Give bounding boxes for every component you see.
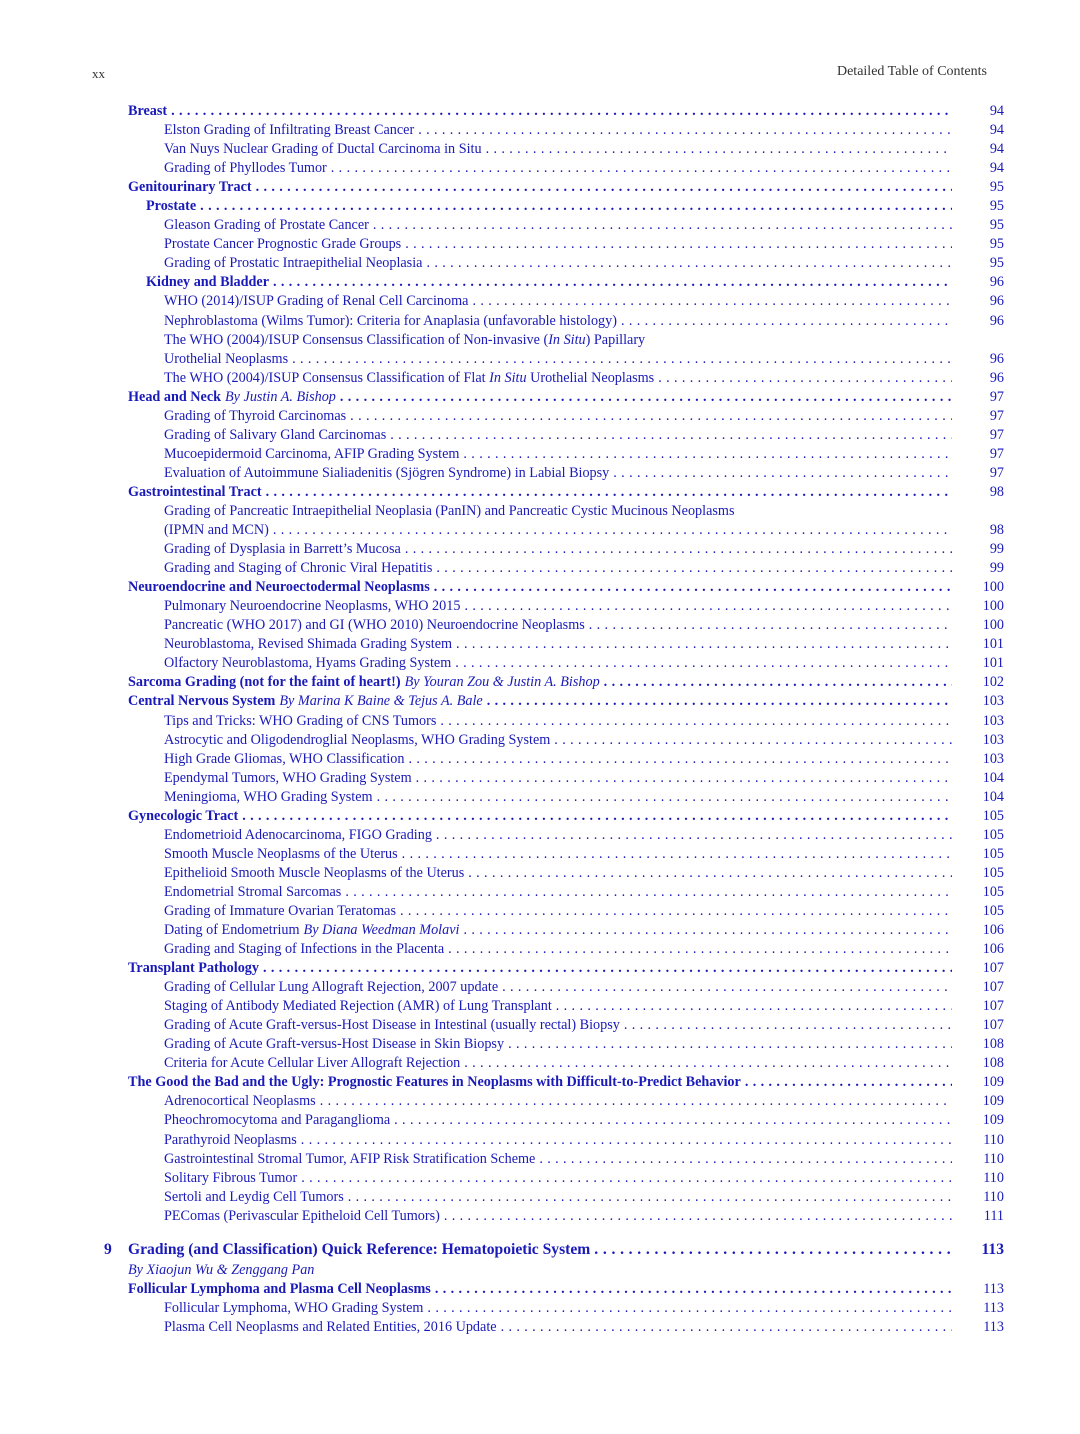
toc-page: 94 <box>989 160 1004 177</box>
toc-title: Grading of Cellular Lung Allograft Rejection, 2007 update <box>164 979 499 996</box>
toc-item[interactable] <box>92 1131 1004 1150</box>
toc-title: Grading and Staging of Infections in the Placenta <box>164 941 445 958</box>
toc-title: Astrocytic and Oligodendroglial Neoplasms, WHO Grading System <box>164 731 551 748</box>
toc-section[interactable] <box>92 178 1004 197</box>
toc-title: Grading of Thyroid Carcinomas <box>164 407 347 424</box>
toc-page: 95 <box>989 179 1004 196</box>
toc-item[interactable] <box>92 1092 1004 1111</box>
toc-page: 94 <box>989 103 1004 119</box>
toc-item[interactable] <box>92 731 1004 750</box>
toc-item[interactable] <box>92 540 1004 559</box>
toc-title: Follicular Lymphoma, WHO Grading System <box>164 1299 424 1316</box>
toc-title: Grading of Acute Graft-versus-Host Disease in Intestinal (usually rectal) Biopsy <box>164 1017 620 1034</box>
toc-title: Central Nervous System <box>128 693 276 710</box>
toc-section[interactable] <box>92 102 1004 121</box>
chapter-page: 113 <box>981 1240 1004 1258</box>
toc-page: 95 <box>989 236 1004 253</box>
toc-page: 100 <box>982 617 1004 634</box>
toc-page: 105 <box>982 902 1004 919</box>
toc-item[interactable] <box>92 407 1004 426</box>
toc-title: Sarcoma Grading (not for the faint of heart!) <box>128 674 401 691</box>
toc-item[interactable] <box>92 159 1004 178</box>
toc-item[interactable] <box>92 921 1004 940</box>
toc-page: 96 <box>989 312 1004 329</box>
toc-item[interactable] <box>92 140 1004 159</box>
toc-title: Endometrial Stromal Sarcomas <box>164 883 342 900</box>
toc-title: Grading of Pancreatic Intraepithelial Neoplasia (PanIN) and Pancreatic Cystic Mucinous Neoplasms <box>164 502 735 519</box>
toc-page: 106 <box>982 922 1004 939</box>
toc-title: Neuroendocrine and Neuroectodermal Neoplasms <box>128 579 430 596</box>
toc-title: Pulmonary Neuroendocrine Neoplasms, WHO 2015 <box>164 598 461 615</box>
toc-title: Criteria for Acute Cellular Liver Allograft Rejection <box>164 1055 461 1072</box>
toc-title: Dating of Endometrium <box>164 922 300 939</box>
toc-page: 109 <box>982 1093 1004 1110</box>
toc-section[interactable] <box>92 483 1004 502</box>
toc-title: Plasma Cell Neoplasms and Related Entities, 2016 Update <box>164 1318 497 1335</box>
toc-title: (IPMN and MCN) <box>164 522 269 539</box>
toc-page: 108 <box>982 1055 1004 1072</box>
toc-title: Evaluation of Autoimmune Sialiadenitis (Sjögren Syndrome) in Labial Biopsy <box>164 464 610 481</box>
toc-page: 108 <box>982 1036 1004 1053</box>
toc-item[interactable] <box>92 616 1004 635</box>
toc-title: Grading and Staging of Chronic Viral Hepatitis <box>164 560 433 577</box>
toc-item[interactable] <box>92 445 1004 464</box>
toc-title: Mucoepidermoid Carcinoma, AFIP Grading System <box>164 445 460 462</box>
toc-title: Grading of Dysplasia in Barrett’s Mucosa <box>164 541 401 558</box>
toc-section[interactable] <box>92 1073 1004 1092</box>
toc-page: 107 <box>982 998 1004 1015</box>
toc-title: Grading of Salivary Gland Carcinomas <box>164 426 387 443</box>
toc-title-part: The WHO (2004)/ISUP Consensus Classification of Non-invasive ( <box>164 331 549 348</box>
toc-item[interactable] <box>92 292 1004 311</box>
toc-item[interactable] <box>92 331 1004 350</box>
toc-item[interactable] <box>92 788 1004 807</box>
toc-title: Follicular Lymphoma and Plasma Cell Neoplasms <box>128 1280 431 1297</box>
toc-item[interactable] <box>92 1318 1004 1337</box>
toc-title: Kidney and Bladder <box>146 274 269 291</box>
toc-page: 110 <box>983 1150 1004 1167</box>
toc-item[interactable] <box>92 235 1004 254</box>
toc-title: Epithelioid Smooth Muscle Neoplasms of the Uterus <box>164 864 465 881</box>
toc-item[interactable] <box>92 502 1004 521</box>
toc-page: 97 <box>989 464 1004 481</box>
toc-page: 94 <box>989 141 1004 158</box>
toc-title: Genitourinary Tract <box>128 179 252 196</box>
toc-title: Elston Grading of Infiltrating Breast Cancer <box>164 122 415 139</box>
toc-page: 100 <box>982 579 1004 596</box>
toc-item[interactable] <box>92 216 1004 235</box>
toc-item[interactable] <box>92 864 1004 883</box>
toc-page: 105 <box>982 883 1004 900</box>
toc-page: 110 <box>983 1169 1004 1186</box>
toc-item[interactable] <box>92 426 1004 445</box>
toc-title: Breast <box>128 103 168 119</box>
toc-title: Smooth Muscle Neoplasms of the Uterus <box>164 845 398 862</box>
running-title: Detailed Table of Contents <box>836 64 987 79</box>
toc-title: Adrenocortical Neoplasms <box>164 1093 316 1110</box>
toc-title: Endometrioid Adenocarcinoma, FIGO Grading <box>164 826 432 843</box>
toc-item[interactable] <box>92 1169 1004 1188</box>
toc-section[interactable] <box>92 807 1004 826</box>
toc-item[interactable] <box>92 464 1004 483</box>
toc-item[interactable] <box>92 978 1004 997</box>
toc-page: 99 <box>989 560 1004 577</box>
toc-section[interactable] <box>92 692 1004 711</box>
toc-page: 98 <box>989 483 1004 500</box>
toc-title: Sertoli and Leydig Cell Tumors <box>164 1188 344 1205</box>
toc-title: Gleason Grading of Prostate Cancer <box>164 217 369 234</box>
toc-page: 101 <box>982 655 1004 672</box>
toc-page: 107 <box>982 979 1004 996</box>
toc-title: Grading of Prostatic Intraepithelial Neoplasia <box>164 255 423 272</box>
chapter-title: Grading (and Classification) Quick Reference: Hematopoietic System <box>128 1240 591 1258</box>
toc-page: 113 <box>983 1299 1004 1316</box>
toc-item[interactable] <box>92 521 1004 540</box>
toc-page: 96 <box>989 293 1004 310</box>
toc-page: 105 <box>982 807 1004 824</box>
toc-page: 95 <box>989 255 1004 272</box>
page-number: xx <box>92 66 105 81</box>
toc-item[interactable] <box>92 1054 1004 1073</box>
toc-page: 104 <box>982 769 1004 786</box>
toc-author: By Marina K Baine & Tejus A. Bale <box>279 693 483 710</box>
toc-page: 95 <box>989 198 1004 215</box>
toc-item[interactable] <box>92 1150 1004 1169</box>
toc-title: Solitary Fibrous Tumor <box>164 1169 298 1186</box>
toc-title: Meningioma, WHO Grading System <box>164 788 373 805</box>
toc-section[interactable] <box>92 1280 1004 1299</box>
toc-section[interactable] <box>92 959 1004 978</box>
toc-item[interactable] <box>92 769 1004 788</box>
toc-title: Gastrointestinal Tract <box>128 483 262 500</box>
toc-item[interactable] <box>92 1188 1004 1207</box>
toc-item[interactable] <box>92 312 1004 331</box>
toc-title: Prostate Cancer Prognostic Grade Groups <box>164 236 402 253</box>
toc-page: 110 <box>983 1188 1004 1205</box>
toc-item[interactable] <box>92 1299 1004 1318</box>
toc-page: 104 <box>982 788 1004 805</box>
toc-title: Van Nuys Nuclear Grading of Ductal Carcinoma in Situ <box>164 141 482 158</box>
toc-item[interactable] <box>92 902 1004 921</box>
toc-title-part: ) Papillary <box>585 331 646 348</box>
toc-item[interactable] <box>92 254 1004 273</box>
toc-page: 103 <box>982 731 1004 748</box>
toc-title: Staging of Antibody Mediated Rejection (AMR) of Lung Transplant <box>164 998 552 1015</box>
toc-title: Pancreatic (WHO 2017) and GI (WHO 2010) Neuroendocrine Neoplasms <box>164 617 585 634</box>
toc-title: WHO (2014)/ISUP Grading of Renal Cell Carcinoma <box>164 293 469 310</box>
toc-title: Gastrointestinal Stromal Tumor, AFIP Risk Stratification Scheme <box>164 1150 536 1167</box>
toc-page: 106 <box>982 941 1004 958</box>
toc-item[interactable] <box>92 712 1004 731</box>
toc-section[interactable] <box>92 388 1004 407</box>
toc-title: Head and Neck <box>128 388 222 405</box>
toc-page: 110 <box>983 1131 1004 1148</box>
toc-page: 96 <box>989 350 1004 367</box>
toc-item[interactable] <box>92 997 1004 1016</box>
toc-page: 103 <box>982 712 1004 729</box>
toc-subsection[interactable] <box>92 273 1004 292</box>
toc-page: 97 <box>989 388 1004 405</box>
toc-section[interactable] <box>92 578 1004 597</box>
toc-title-part: Urothelial Neoplasms <box>526 369 655 386</box>
toc-title: High Grade Gliomas, WHO Classification <box>164 750 405 767</box>
toc-page: 109 <box>982 1074 1004 1091</box>
toc-item[interactable] <box>92 883 1004 902</box>
toc-title: PEComas (Perivascular Epitheloid Cell Tumors) <box>164 1207 440 1224</box>
toc-title-italic: In Situ <box>548 331 586 348</box>
toc-item[interactable] <box>92 845 1004 864</box>
toc-item[interactable] <box>92 750 1004 769</box>
toc-title: Ependymal Tumors, WHO Grading System <box>164 769 412 786</box>
toc-title: Nephroblastoma (Wilms Tumor): Criteria for Anaplasia (unfavorable histology) <box>164 312 617 329</box>
toc-title: Pheochromocytoma and Paraganglioma <box>164 1112 391 1129</box>
toc-title-italic: In Situ <box>489 369 527 386</box>
toc-item[interactable] <box>92 350 1004 369</box>
toc-page: 105 <box>982 826 1004 843</box>
toc-item[interactable] <box>92 635 1004 654</box>
toc-item[interactable] <box>92 1016 1004 1035</box>
toc-page: 105 <box>982 845 1004 862</box>
toc-title: Grading of Phyllodes Tumor <box>164 160 327 177</box>
toc-item[interactable] <box>92 826 1004 845</box>
toc-page: 113 <box>983 1280 1004 1297</box>
toc-page: 96 <box>989 274 1004 291</box>
toc-title: Gynecologic Tract <box>128 807 239 824</box>
toc-chapter[interactable] <box>92 1239 1004 1261</box>
toc-item[interactable] <box>92 1035 1004 1054</box>
toc-page: 105 <box>982 864 1004 881</box>
toc-item[interactable] <box>92 369 1004 388</box>
toc-page: 99 <box>989 541 1004 558</box>
toc-page: 95 <box>989 217 1004 234</box>
toc-item[interactable] <box>92 654 1004 673</box>
toc-page: 102 <box>982 674 1004 691</box>
chapter-authors <box>92 1261 1004 1280</box>
toc-item[interactable] <box>92 1111 1004 1130</box>
toc-title: Transplant Pathology <box>128 960 259 977</box>
toc-page: 96 <box>989 369 1004 386</box>
toc-item[interactable] <box>92 940 1004 959</box>
toc-page: 94 <box>989 122 1004 139</box>
toc-title: Parathyroid Neoplasms <box>164 1131 297 1148</box>
toc-page: 98 <box>989 522 1004 539</box>
toc-page: 97 <box>989 445 1004 462</box>
toc-item[interactable] <box>92 597 1004 616</box>
toc-title: The Good the Bad and the Ugly: Prognostic Features in Neoplasms with Difficult-to-Predict Behavior <box>128 1074 741 1091</box>
toc-page: 113 <box>983 1318 1004 1335</box>
toc-page: 101 <box>982 636 1004 653</box>
toc-page: 103 <box>982 750 1004 767</box>
toc-page: 100 <box>982 598 1004 615</box>
toc-page: 103 <box>982 693 1004 710</box>
chapter-number: 9 <box>104 1240 112 1258</box>
toc-author: By Youran Zou & Justin A. Bishop <box>404 674 600 691</box>
toc-title: Tips and Tricks: WHO Grading of CNS Tumors <box>164 712 437 729</box>
toc-subsection[interactable] <box>92 197 1004 216</box>
toc-item[interactable] <box>92 559 1004 578</box>
table-of-contents <box>92 102 1004 1337</box>
toc-title: Grading of Immature Ovarian Teratomas <box>164 902 396 919</box>
toc-page: 97 <box>989 426 1004 443</box>
toc-page: 109 <box>982 1112 1004 1129</box>
chapter-authors-text: By Xiaojun Wu & Zenggang Pan <box>128 1261 315 1278</box>
toc-page: 107 <box>982 1017 1004 1034</box>
toc-title-part: The WHO (2004)/ISUP Consensus Classification of Flat <box>164 369 490 386</box>
toc-title: Olfactory Neuroblastoma, Hyams Grading System <box>164 655 452 672</box>
toc-item[interactable] <box>92 121 1004 140</box>
toc-section[interactable] <box>92 673 1004 692</box>
toc-page: 97 <box>989 407 1004 424</box>
toc-title: Urothelial Neoplasms <box>164 350 289 367</box>
toc-page: 111 <box>983 1207 1004 1224</box>
toc-title: Grading of Acute Graft-versus-Host Disease in Skin Biopsy <box>164 1036 505 1053</box>
toc-page: 107 <box>982 960 1004 977</box>
toc-title: Neuroblastoma, Revised Shimada Grading System <box>164 636 453 653</box>
toc-author: By Justin A. Bishop <box>225 388 336 405</box>
toc-author: By Diana Weedman Molavi <box>303 922 460 939</box>
toc-item[interactable] <box>92 1207 1004 1226</box>
toc-title: Prostate <box>146 198 197 215</box>
